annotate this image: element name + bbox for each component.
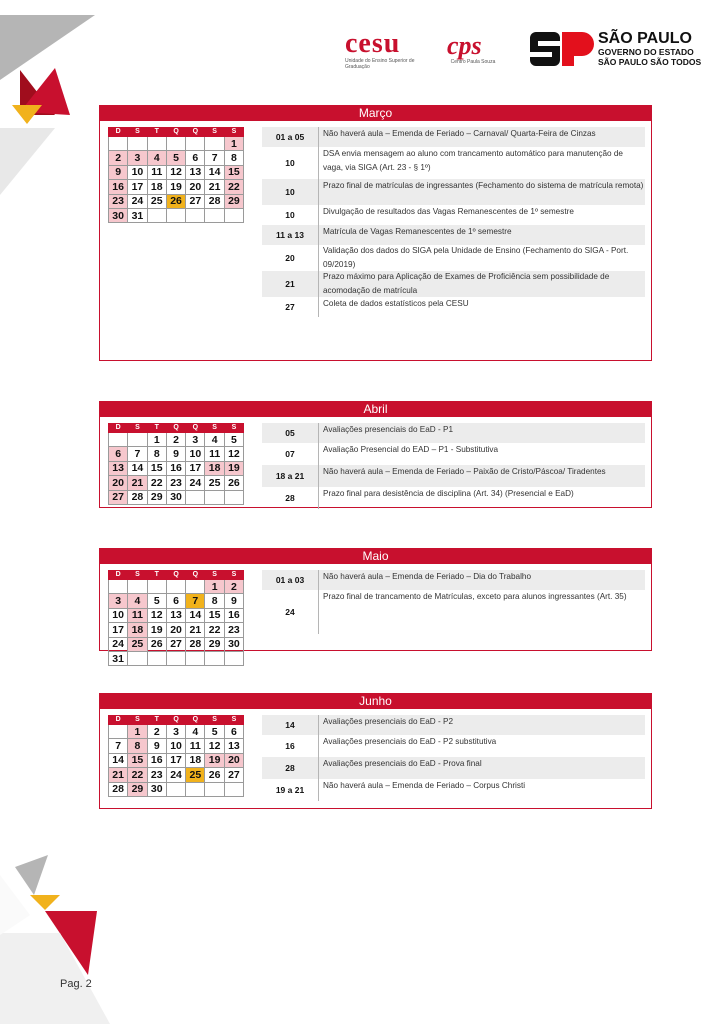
calendar-day: 1 [205,580,224,594]
calendar-day [224,490,243,504]
calendar-day: 6 [224,725,243,739]
mini-calendar [108,423,244,505]
calendar-day: 7 [109,739,128,753]
calendar-week-row [109,580,244,594]
calendar-day [147,651,166,665]
calendar-day: 31 [109,651,128,665]
calendar-day [166,782,185,796]
calendar-day [205,782,224,796]
calendar-week-row [109,753,244,767]
calendar-day [147,580,166,594]
event-description: Prazo final de matrículas de ingressantes (Fechamento do sistema de matrícula remota) [318,179,645,205]
calendar-day: 9 [166,447,185,461]
calendar-day: 24 [186,476,205,490]
sao-paulo-government-logo [530,30,700,70]
calendar-day: 22 [128,768,147,782]
event-date: 27 [285,302,295,312]
calendar-day: 19 [205,753,224,767]
calendar-week-row [109,151,244,165]
calendar-day: 1 [147,433,166,447]
event-description: Divulgação de resultados das Vagas Remanescentes de 1º semestre [318,205,645,225]
event-row [262,735,645,757]
calendar-day: 2 [166,433,185,447]
calendar-day: 23 [166,476,185,490]
calendar-day [109,725,128,739]
calendar-day: 26 [205,768,224,782]
calendar-day: 5 [224,433,243,447]
calendar-day: 9 [109,165,128,179]
calendar-day: 3 [186,433,205,447]
event-row [262,147,645,179]
calendar-day: 12 [147,608,166,622]
calendar-day: 15 [205,608,224,622]
calendar-day: 10 [186,447,205,461]
calendar-day: 13 [186,165,205,179]
event-description: Avaliações presenciais do EaD - P2 [318,715,645,735]
calendar-week-row [109,608,244,622]
calendar-day: 11 [128,608,147,622]
mini-calendar [108,570,244,666]
calendar-week-row [109,725,244,739]
calendar-day: 27 [166,637,185,651]
calendar-week-row [109,637,244,651]
calendar-day [109,137,128,151]
month-section-marco [99,105,652,361]
calendar-day: 9 [224,594,243,608]
event-description: Coleta de dados estatísticos pela CESU [318,297,645,317]
calendar-day: 3 [166,725,185,739]
calendar-day: 29 [128,782,147,796]
calendar-day: 28 [205,194,224,208]
calendar-day: 8 [205,594,224,608]
calendar-day: 27 [186,194,205,208]
weekday-label: D [109,571,128,580]
events-list [262,423,645,509]
month-title: Abril [100,402,651,417]
calendar-day: 13 [109,461,128,475]
event-description: Avaliação Presencial do EAD – P1 - Substitutiva [318,443,645,465]
weekday-label: Q [166,571,185,580]
calendar-day: 20 [186,180,205,194]
calendar-day: 8 [128,739,147,753]
event-row [262,225,645,245]
month-section-junho [99,693,652,809]
calendar-day: 6 [186,151,205,165]
calendar-day: 24 [109,637,128,651]
calendar-day [186,651,205,665]
event-date: 28 [285,763,295,773]
calendar-day: 4 [128,594,147,608]
weekday-label: T [147,716,166,725]
calendar-day [147,137,166,151]
events-list [262,127,645,317]
calendar-day: 24 [166,768,185,782]
calendar-day: 25 [147,194,166,208]
weekday-header-row [109,716,244,725]
event-date: 20 [285,253,295,263]
calendar-day [147,208,166,222]
event-date: 01 a 03 [275,575,305,585]
calendar-day: 28 [109,782,128,796]
calendar-day: 1 [224,137,243,151]
calendar-day: 22 [224,180,243,194]
calendar-day: 24 [128,194,147,208]
mini-calendar [108,127,244,223]
event-row [262,487,645,509]
calendar-day: 18 [205,461,224,475]
weekday-label: S [205,716,224,725]
calendar-day: 20 [224,753,243,767]
calendar-day: 18 [147,180,166,194]
event-description: Prazo final para desistência de disciplina (Art. 34) (Presencial e EaD) [318,487,645,509]
event-row [262,757,645,779]
event-description: Validação dos dados do SIGA pela Unidade de Ensino (Fechamento do SIGA - Port. 09/2019) [318,244,645,272]
calendar-day [186,580,205,594]
calendar-day: 18 [186,753,205,767]
month-section-maio [99,548,652,665]
event-description: Prazo máximo para Aplicação de Exames de Proficiência sem possibilidade de acomodação de matrícula [318,270,645,298]
calendar-day: 17 [128,180,147,194]
calendar-day: 6 [109,447,128,461]
calendar-day: 21 [205,180,224,194]
calendar-day: 28 [128,490,147,504]
calendar-day: 20 [166,623,185,637]
weekday-header-row [109,424,244,433]
calendar-day: 9 [147,739,166,753]
weekday-label: S [128,716,147,725]
calendar-week-row [109,490,244,504]
calendar-day: 26 [224,476,243,490]
cps-logo-subtitle: Centro Paula Souza [450,59,496,65]
calendar-week-row [109,447,244,461]
weekday-label: Q [186,571,205,580]
calendar-day: 7 [205,151,224,165]
calendar-day [128,651,147,665]
calendar-day [186,137,205,151]
event-date: 11 a 13 [276,230,304,240]
weekday-label: S [205,128,224,137]
event-row [262,271,645,297]
events-list [262,715,645,801]
calendar-day: 23 [224,623,243,637]
calendar-week-row [109,180,244,194]
event-description: Não haverá aula – Emenda de Feriado – Dia do Trabalho [318,570,645,590]
cesu-logo [345,30,415,70]
event-date: 07 [285,449,295,459]
calendar-day: 25 [186,768,205,782]
calendar-day: 15 [128,753,147,767]
calendar-day: 26 [166,194,185,208]
calendar-day: 29 [147,490,166,504]
event-description: Não haverá aula – Emenda de Feriado – Carnaval/ Quarta-Feira de Cinzas [318,127,645,147]
weekday-label: S [205,424,224,433]
calendar-day: 14 [186,608,205,622]
event-row [262,443,645,465]
event-description: Avaliações presenciais do EaD - P2 substitutiva [318,735,645,757]
calendar-day: 30 [109,208,128,222]
calendar-week-row [109,594,244,608]
calendar-day: 4 [147,151,166,165]
weekday-label: S [128,128,147,137]
calendar-day: 17 [186,461,205,475]
calendar-day: 6 [166,594,185,608]
calendar-day: 2 [224,580,243,594]
calendar-week-row [109,768,244,782]
event-date: 10 [285,187,295,197]
calendar-day: 13 [224,739,243,753]
calendar-day: 16 [166,461,185,475]
event-row [262,779,645,801]
calendar-day: 30 [147,782,166,796]
events-list [262,570,645,634]
calendar-day: 5 [166,151,185,165]
calendar-day: 17 [109,623,128,637]
bottom-left-decoration [0,855,110,1024]
event-date: 19 a 21 [275,785,305,795]
weekday-label: S [224,424,243,433]
event-date: 18 a 21 [275,471,305,481]
calendar-day: 11 [147,165,166,179]
calendar-day: 25 [205,476,224,490]
calendar-day: 4 [205,433,224,447]
weekday-header-row [109,128,244,137]
weekday-label: Q [166,716,185,725]
calendar-day: 16 [109,180,128,194]
calendar-day: 11 [205,447,224,461]
calendar-day [128,433,147,447]
event-date: 16 [285,741,295,751]
weekday-label: D [109,128,128,137]
sao-paulo-emblem-icon [530,32,594,66]
page-number: Pag. 2 [60,978,92,990]
calendar-day: 10 [166,739,185,753]
sp-logo-line1: SÃO PAULO [598,30,692,47]
calendar-day: 14 [205,165,224,179]
event-description: Avaliações presenciais do EaD - Prova final [318,757,645,779]
calendar-day: 27 [109,490,128,504]
weekday-label: Q [166,424,185,433]
calendar-day: 7 [128,447,147,461]
event-description: Matrícula de Vagas Remanescentes de 1º semestre [318,225,645,245]
calendar-day [224,651,243,665]
event-date: 24 [285,607,295,617]
event-description: Não haverá aula – Emenda de Feriado – Corpus Christi [318,779,645,801]
event-row [262,715,645,735]
event-row [262,297,645,317]
weekday-label: T [147,571,166,580]
calendar-day [128,580,147,594]
event-row [262,570,645,590]
calendar-week-row [109,137,244,151]
calendar-week-row [109,476,244,490]
calendar-day [109,580,128,594]
calendar-day [224,782,243,796]
weekday-header-row [109,571,244,580]
calendar-day: 30 [224,637,243,651]
calendar-day: 19 [166,180,185,194]
event-date: 14 [285,720,295,730]
event-date: 10 [285,210,295,220]
weekday-label: S [205,571,224,580]
calendar-day [166,208,185,222]
calendar-day: 16 [224,608,243,622]
calendar-day [109,433,128,447]
calendar-day: 21 [128,476,147,490]
calendar-day: 5 [147,594,166,608]
calendar-day: 29 [205,637,224,651]
event-description: Avaliações presenciais do EaD - P1 [318,423,645,443]
calendar-day: 2 [147,725,166,739]
event-date: 28 [285,493,295,503]
month-title: Maio [100,549,651,564]
calendar-day [166,651,185,665]
cesu-logo-subtitle: Unidade do Ensino Superior de Graduação [345,58,415,70]
sp-logo-line2: GOVERNO DO ESTADO [598,47,694,57]
calendar-day: 10 [128,165,147,179]
calendar-day: 15 [224,165,243,179]
weekday-label: Q [186,128,205,137]
calendar-day [205,208,224,222]
weekday-label: S [224,716,243,725]
calendar-day [186,490,205,504]
calendar-day: 29 [224,194,243,208]
calendar-day [224,208,243,222]
calendar-day: 21 [109,768,128,782]
calendar-day: 16 [147,753,166,767]
calendar-day: 19 [224,461,243,475]
calendar-day: 30 [166,490,185,504]
calendar-day: 18 [128,623,147,637]
event-row [262,245,645,271]
event-row [262,127,645,147]
sp-logo-line3: SÃO PAULO SÃO TODOS [598,57,702,67]
calendar-day: 19 [147,623,166,637]
calendar-day [186,782,205,796]
event-date: 21 [285,279,295,289]
calendar-week-row [109,651,244,665]
calendar-day: 4 [186,725,205,739]
calendar-day: 14 [109,753,128,767]
calendar-day: 20 [109,476,128,490]
calendar-day: 27 [224,768,243,782]
calendar-day: 12 [166,165,185,179]
event-row [262,423,645,443]
calendar-week-row [109,433,244,447]
calendar-day: 5 [205,725,224,739]
calendar-day: 2 [109,151,128,165]
weekday-label: T [147,424,166,433]
calendar-day: 11 [186,739,205,753]
mini-calendar [108,715,244,797]
calendar-day: 23 [147,768,166,782]
calendar-day [205,490,224,504]
calendar-day: 7 [186,594,205,608]
weekday-label: Q [166,128,185,137]
weekday-label: S [224,571,243,580]
calendar-week-row [109,194,244,208]
calendar-day: 25 [128,637,147,651]
calendar-day [205,137,224,151]
event-date: 01 a 05 [275,132,305,142]
calendar-day [166,137,185,151]
calendar-day: 1 [128,725,147,739]
event-date: 10 [285,158,295,168]
calendar-day: 31 [128,208,147,222]
calendar-day: 22 [147,476,166,490]
event-row [262,179,645,205]
weekday-label: D [109,424,128,433]
calendar-day [166,580,185,594]
calendar-day: 12 [224,447,243,461]
event-date: 05 [285,428,295,438]
calendar-day: 10 [109,608,128,622]
calendar-day [186,208,205,222]
calendar-day [128,137,147,151]
calendar-day [205,651,224,665]
calendar-day: 14 [128,461,147,475]
calendar-day: 21 [186,623,205,637]
event-description: Prazo final de trancamento de Matrículas, exceto para alunos ingressantes (Art. 35) [318,590,645,634]
weekday-label: S [128,571,147,580]
calendar-day: 8 [224,151,243,165]
calendar-week-row [109,461,244,475]
calendar-day: 22 [205,623,224,637]
calendar-day: 17 [166,753,185,767]
weekday-label: Q [186,424,205,433]
calendar-week-row [109,208,244,222]
calendar-day: 8 [147,447,166,461]
calendar-day: 12 [205,739,224,753]
cesu-logo-mark: cesu [345,28,401,59]
calendar-week-row [109,623,244,637]
cps-logo-mark: cps [447,31,482,60]
calendar-day: 28 [186,637,205,651]
weekday-label: T [147,128,166,137]
calendar-week-row [109,782,244,796]
weekday-label: S [224,128,243,137]
calendar-day: 23 [109,194,128,208]
calendar-day: 26 [147,637,166,651]
calendar-week-row [109,165,244,179]
weekday-label: D [109,716,128,725]
calendar-day: 3 [128,151,147,165]
month-section-abril [99,401,652,508]
event-description: Não haverá aula – Emenda de Feriado – Paixão de Cristo/Páscoa/ Tiradentes [318,465,645,487]
calendar-day: 15 [147,461,166,475]
cps-logo [447,33,499,65]
weekday-label: Q [186,716,205,725]
weekday-label: S [128,424,147,433]
calendar-day: 13 [166,608,185,622]
event-description: DSA envia mensagem ao aluno com trancamento automático para manutenção de vaga, via SIGA (Art. 23 - § 1º) [318,147,645,179]
month-title: Março [100,106,651,121]
event-row [262,205,645,225]
event-row [262,590,645,634]
calendar-day: 3 [109,594,128,608]
month-title: Junho [100,694,651,709]
calendar-week-row [109,739,244,753]
event-row [262,465,645,487]
top-left-decoration [0,0,110,200]
